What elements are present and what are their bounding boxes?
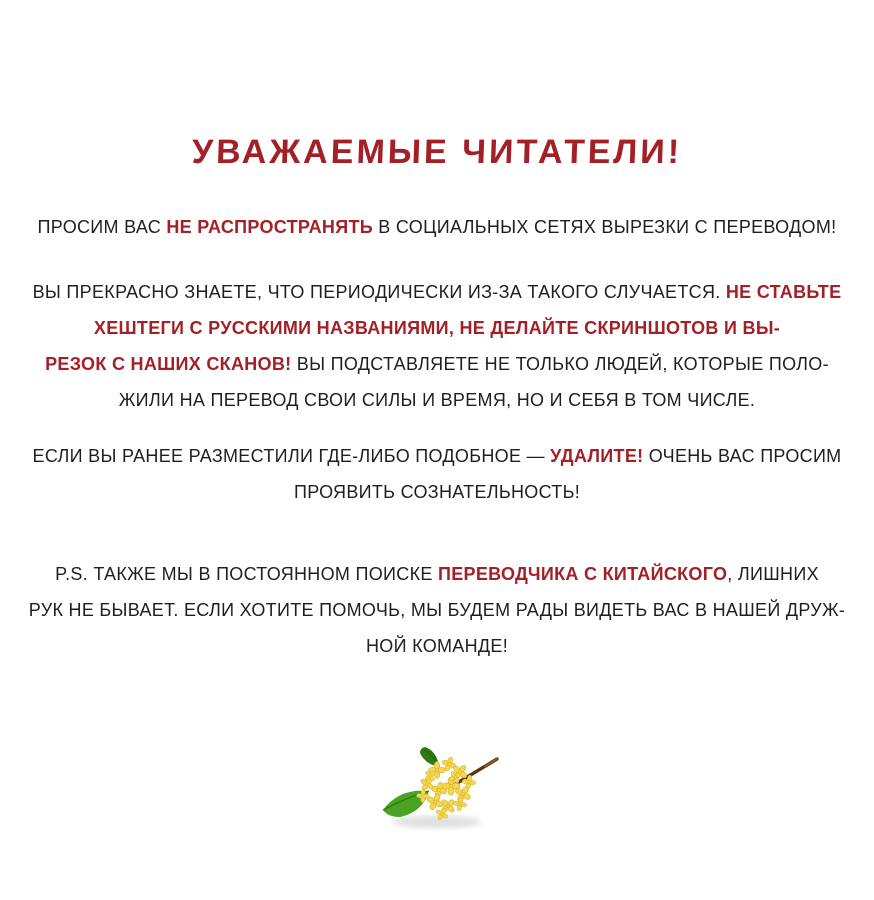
text-segment: ЖИЛИ НА ПЕРЕВОД СВОИ СИЛЫ И ВРЕМЯ, НО И СЕБЯ В ТОМ ЧИСЛЕ.: [118, 390, 756, 410]
paragraph-no-spread: [0, 209, 874, 245]
text-segment: ПРОЯВИТЬ СОЗНАТЕЛЬНОСТЬ!: [293, 482, 580, 502]
text-line: [0, 474, 874, 510]
text-line: [0, 592, 874, 628]
notice-body: [0, 209, 874, 664]
text-segment: P.S. ТАКЖЕ МЫ В ПОСТОЯННОМ ПОИСКЕ: [55, 564, 438, 584]
text-line: [0, 438, 874, 474]
text-line: [0, 628, 874, 664]
text-line: [0, 310, 874, 346]
paragraph-hashtags: [0, 274, 874, 418]
text-segment: НЕ СТАВЬТЕ: [725, 282, 842, 302]
text-segment: ВЫ ПРЕКРАСНО ЗНАЕТЕ, ЧТО ПЕРИОДИЧЕСКИ ИЗ-ЗА ТАКОГО СЛУЧАЕТСЯ.: [32, 282, 726, 302]
osmanthus-flower-graphic: [367, 744, 507, 834]
page-title: УВАЖАЕМЫЕ ЧИТАТЕЛИ!: [191, 133, 683, 171]
text-segment: ВЫ ПОДСТАВЛЯЕТЕ НЕ ТОЛЬКО ЛЮДЕЙ, КОТОРЫЕ ПОЛО-: [296, 354, 829, 374]
text-line: [0, 274, 874, 310]
text-segment: НОЙ КОМАНДЕ!: [365, 636, 509, 656]
text-segment: ПЕРЕВОДЧИКА С КИТАЙСКОГО: [437, 564, 728, 584]
text-line: [0, 209, 874, 245]
text-line: [0, 346, 874, 382]
flower-image: [367, 744, 507, 834]
paragraph-ps: [0, 556, 874, 664]
text-segment: ОЧЕНЬ ВАС ПРОСИМ: [643, 446, 842, 466]
text-segment: , ЛИШНИХ: [727, 564, 819, 584]
text-line: [0, 382, 874, 418]
text-segment: НЕ РАСПРОСТРАНЯТЬ: [166, 217, 373, 237]
text-segment: В СОЦИАЛЬНЫХ СЕТЯХ ВЫРЕЗКИ С ПЕРЕВОДОМ!: [372, 217, 837, 237]
text-segment: ХЕШТЕГИ С РУССКИМИ НАЗВАНИЯМИ, НЕ ДЕЛАЙТЕ СКРИНШОТОВ И ВЫ-: [93, 318, 781, 338]
paragraph-delete: [0, 438, 874, 510]
text-segment: РУК НЕ БЫВАЕТ. ЕСЛИ ХОТИТЕ ПОМОЧЬ, МЫ БУДЕМ РАДЫ ВИДЕТЬ ВАС В НАШЕЙ ДРУЖ-: [28, 600, 846, 620]
text-segment: ПРОСИМ ВАС: [37, 217, 167, 237]
text-line: [0, 556, 874, 592]
text-segment: УДАЛИТЕ!: [550, 446, 644, 466]
text-segment: РЕЗОК С НАШИХ СКАНОВ!: [45, 354, 297, 374]
text-segment: ЕСЛИ ВЫ РАНЕЕ РАЗМЕСТИЛИ ГДЕ-ЛИБО ПОДОБНОЕ —: [32, 446, 551, 466]
